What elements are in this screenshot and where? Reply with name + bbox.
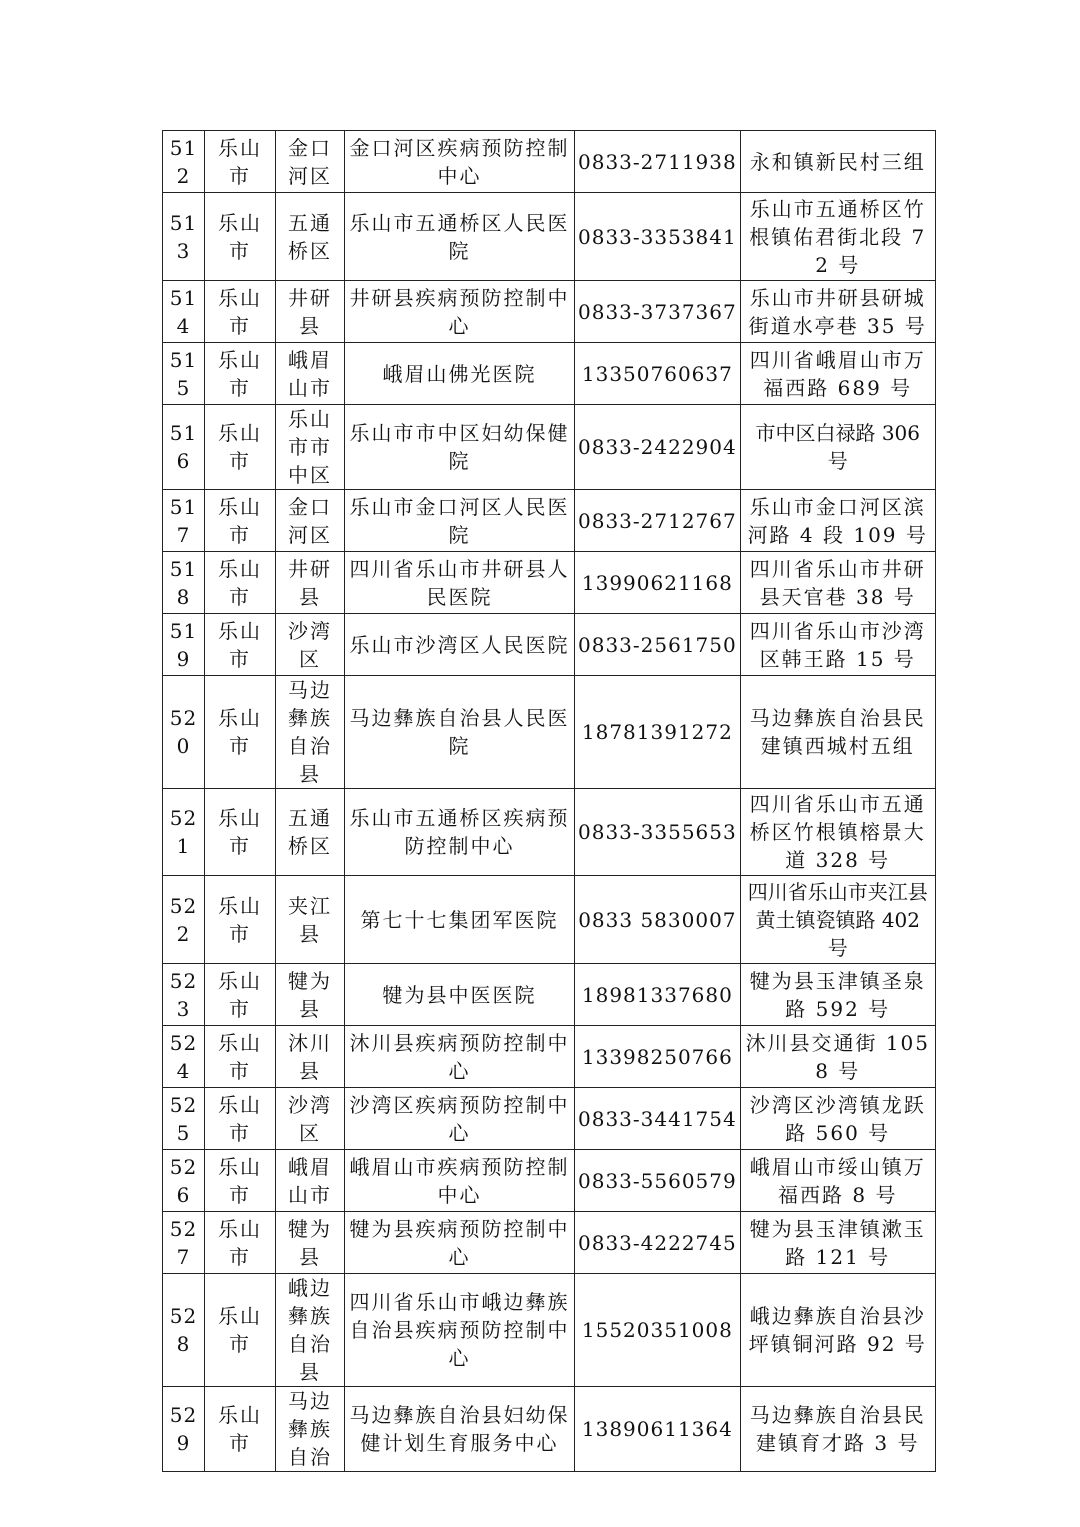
cell-org: 乐山市金口河区人民医院 — [345, 490, 575, 552]
cell-address: 四川省乐山市夹江县黄土镇瓷镇路 402 号 — [740, 876, 935, 964]
cell-org: 四川省乐山市峨边彝族自治县疾病预防控制中心 — [345, 1274, 575, 1387]
cell-phone: 13398250766 — [575, 1026, 741, 1088]
cell-city: 乐山市 — [205, 1387, 276, 1472]
cell-district: 金口河区 — [276, 131, 345, 193]
cell-phone: 0833-3441754 — [575, 1088, 741, 1150]
cell-no: 525 — [163, 1088, 205, 1150]
table-row — [163, 1274, 936, 1387]
cell-address: 四川省乐山市五通桥区竹根镇榕景大道 328 号 — [740, 789, 935, 876]
cell-district: 沙湾区 — [276, 614, 345, 676]
cell-phone: 0833-2422904 — [575, 405, 741, 490]
cell-district: 五通桥区 — [276, 789, 345, 876]
cell-no: 520 — [163, 676, 205, 789]
cell-city: 乐山市 — [205, 1212, 276, 1274]
cell-address: 马边彝族自治县民建镇育才路 3 号 — [740, 1387, 935, 1472]
table-row — [163, 1088, 936, 1150]
cell-no: 518 — [163, 552, 205, 614]
cell-city: 乐山市 — [205, 193, 276, 281]
cell-district: 沐川县 — [276, 1026, 345, 1088]
cell-district: 金口河区 — [276, 490, 345, 552]
cell-address: 乐山市金口河区滨河路 4 段 109 号 — [740, 490, 935, 552]
cell-org: 犍为县疾病预防控制中心 — [345, 1212, 575, 1274]
cell-org: 乐山市五通桥区疾病预防控制中心 — [345, 789, 575, 876]
cell-city: 乐山市 — [205, 1150, 276, 1212]
cell-org: 乐山市沙湾区人民医院 — [345, 614, 575, 676]
cell-address: 四川省乐山市沙湾区韩王路 15 号 — [740, 614, 935, 676]
cell-district: 马边彝族自治县 — [276, 676, 345, 789]
cell-org: 沐川县疾病预防控制中心 — [345, 1026, 575, 1088]
cell-no: 517 — [163, 490, 205, 552]
table-row — [163, 964, 936, 1026]
table-row — [163, 789, 936, 876]
cell-phone: 0833-5560579 — [575, 1150, 741, 1212]
cell-address: 马边彝族自治县民建镇西城村五组 — [740, 676, 935, 789]
cell-address: 峨边彝族自治县沙坪镇铜河路 92 号 — [740, 1274, 935, 1387]
cell-org: 马边彝族自治县人民医院 — [345, 676, 575, 789]
cell-city: 乐山市 — [205, 405, 276, 490]
cell-city: 乐山市 — [205, 964, 276, 1026]
cell-district: 犍为县 — [276, 1212, 345, 1274]
table-row — [163, 193, 936, 281]
table-body — [163, 131, 936, 1472]
cell-address: 沐川县交通街 1058 号 — [740, 1026, 935, 1088]
cell-phone: 0833 5830007 — [575, 876, 741, 964]
cell-phone: 18981337680 — [575, 964, 741, 1026]
cell-org: 峨眉山市疾病预防控制中心 — [345, 1150, 575, 1212]
cell-address: 永和镇新民村三组 — [740, 131, 935, 193]
cell-city: 乐山市 — [205, 1088, 276, 1150]
cell-city: 乐山市 — [205, 343, 276, 405]
cell-city: 乐山市 — [205, 552, 276, 614]
cell-city: 乐山市 — [205, 490, 276, 552]
cell-district: 峨边彝族自治县 — [276, 1274, 345, 1387]
cell-no: 512 — [163, 131, 205, 193]
cell-district: 马边彝族自治 — [276, 1387, 345, 1472]
table-row — [163, 490, 936, 552]
cell-district: 夹江县 — [276, 876, 345, 964]
cell-no: 527 — [163, 1212, 205, 1274]
table-row — [163, 1150, 936, 1212]
cell-no: 529 — [163, 1387, 205, 1472]
cell-org: 金口河区疾病预防控制中心 — [345, 131, 575, 193]
cell-phone: 13350760637 — [575, 343, 741, 405]
cell-phone: 0833-3353841 — [575, 193, 741, 281]
table-row — [163, 405, 936, 490]
table-row — [163, 1212, 936, 1274]
cell-no: 522 — [163, 876, 205, 964]
cell-phone: 0833-2711938 — [575, 131, 741, 193]
cell-address: 乐山市井研县研城街道水亭巷 35 号 — [740, 281, 935, 343]
cell-address: 乐山市五通桥区竹根镇佑君街北段 72 号 — [740, 193, 935, 281]
cell-city: 乐山市 — [205, 131, 276, 193]
cell-address: 市中区白禄路 306 号 — [740, 405, 935, 490]
cell-no: 526 — [163, 1150, 205, 1212]
cell-address: 犍为县玉津镇圣泉路 592 号 — [740, 964, 935, 1026]
cell-city: 乐山市 — [205, 1274, 276, 1387]
table-row — [163, 281, 936, 343]
cell-org: 四川省乐山市井研县人民医院 — [345, 552, 575, 614]
cell-org: 井研县疾病预防控制中心 — [345, 281, 575, 343]
cell-org: 乐山市市中区妇幼保健院 — [345, 405, 575, 490]
cell-org: 乐山市五通桥区人民医院 — [345, 193, 575, 281]
cell-no: 528 — [163, 1274, 205, 1387]
document-page — [162, 130, 936, 1472]
table-row — [163, 614, 936, 676]
cell-org: 峨眉山佛光医院 — [345, 343, 575, 405]
cell-phone: 0833-3737367 — [575, 281, 741, 343]
cell-district: 犍为县 — [276, 964, 345, 1026]
cell-org: 沙湾区疾病预防控制中心 — [345, 1088, 575, 1150]
cell-org: 第七十七集团军医院 — [345, 876, 575, 964]
cell-phone: 13990621168 — [575, 552, 741, 614]
cell-no: 514 — [163, 281, 205, 343]
cell-no: 515 — [163, 343, 205, 405]
table-row — [163, 552, 936, 614]
cell-city: 乐山市 — [205, 789, 276, 876]
cell-no: 524 — [163, 1026, 205, 1088]
cell-district: 乐山市市中区 — [276, 405, 345, 490]
cell-city: 乐山市 — [205, 281, 276, 343]
cell-city: 乐山市 — [205, 614, 276, 676]
cell-phone: 0833-2712767 — [575, 490, 741, 552]
cell-phone: 13890611364 — [575, 1387, 741, 1472]
cell-address: 犍为县玉津镇漱玉路 121 号 — [740, 1212, 935, 1274]
cell-phone: 0833-4222745 — [575, 1212, 741, 1274]
cell-district: 五通桥区 — [276, 193, 345, 281]
cell-no: 523 — [163, 964, 205, 1026]
cell-org: 马边彝族自治县妇幼保健计划生育服务中心 — [345, 1387, 575, 1472]
cell-address: 四川省乐山市井研县天官巷 38 号 — [740, 552, 935, 614]
cell-district: 井研县 — [276, 281, 345, 343]
table-row — [163, 1387, 936, 1472]
cell-address: 四川省峨眉山市万福西路 689 号 — [740, 343, 935, 405]
cell-city: 乐山市 — [205, 676, 276, 789]
table-row — [163, 1026, 936, 1088]
cell-address: 峨眉山市绥山镇万福西路 8 号 — [740, 1150, 935, 1212]
cell-no: 519 — [163, 614, 205, 676]
cell-phone: 18781391272 — [575, 676, 741, 789]
table-row — [163, 131, 936, 193]
cell-phone: 15520351008 — [575, 1274, 741, 1387]
cell-phone: 0833-2561750 — [575, 614, 741, 676]
cell-city: 乐山市 — [205, 876, 276, 964]
cell-address: 沙湾区沙湾镇龙跃路 560 号 — [740, 1088, 935, 1150]
cell-district: 峨眉山市 — [276, 1150, 345, 1212]
table-row — [163, 343, 936, 405]
cell-org: 犍为县中医医院 — [345, 964, 575, 1026]
cell-phone: 0833-3355653 — [575, 789, 741, 876]
cell-no: 521 — [163, 789, 205, 876]
cell-district: 井研县 — [276, 552, 345, 614]
cell-district: 峨眉山市 — [276, 343, 345, 405]
cell-no: 513 — [163, 193, 205, 281]
cell-city: 乐山市 — [205, 1026, 276, 1088]
hospital-table — [162, 130, 936, 1472]
cell-no: 516 — [163, 405, 205, 490]
cell-district: 沙湾区 — [276, 1088, 345, 1150]
table-row — [163, 676, 936, 789]
table-row — [163, 876, 936, 964]
